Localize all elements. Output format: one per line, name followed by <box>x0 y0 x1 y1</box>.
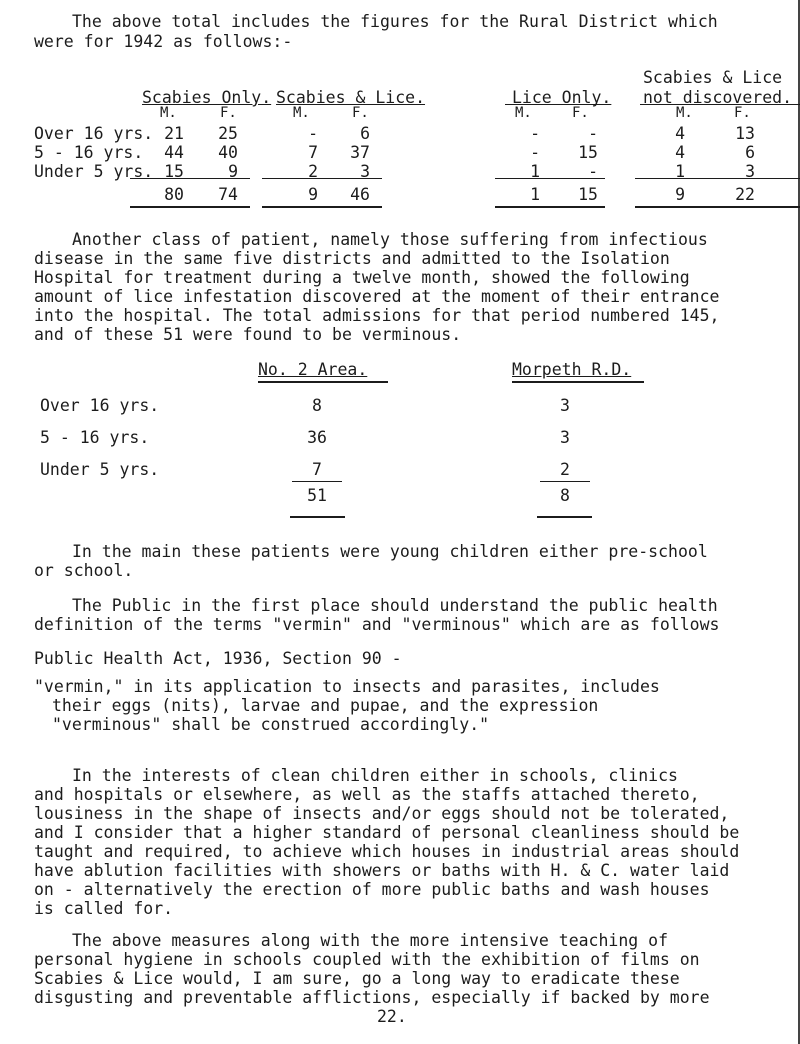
header-not-discovered-2: not discovered. <box>643 88 793 107</box>
text-line: lousiness in the shape of insects and/or eggs should not be tolerated, <box>34 804 730 823</box>
cell: 13 <box>735 124 755 143</box>
cell: 1 <box>675 162 685 181</box>
cell: - <box>530 124 540 143</box>
text-line: In the interests of clean children either in schools, clinics <box>72 766 678 785</box>
total-cell: 80 <box>164 185 184 204</box>
text-line: their eggs (nits), larvae and pupae, and the expression <box>52 696 599 715</box>
cell: 7 <box>308 143 318 162</box>
total-cell: 51 <box>307 486 327 505</box>
text-line: into the hospital. The total admissions for that period numbered 145, <box>34 306 720 325</box>
cell: 3 <box>360 162 370 181</box>
text-line: disgusting and preventable afflictions, especially if backed by more <box>34 988 710 1007</box>
text-line: and I consider that a higher standard of personal cleanliness should be <box>34 823 740 842</box>
total-cell: 9 <box>308 185 318 204</box>
sub-f: F. <box>352 105 369 121</box>
header-scabies-lice: Scabies & Lice. <box>276 88 426 107</box>
row-label: Under 5 yrs. <box>40 460 160 479</box>
cell: - <box>308 124 318 143</box>
text-line: The Public in the first place should understand the public health <box>72 596 718 615</box>
total-cell: 8 <box>560 486 570 505</box>
cell: 25 <box>218 124 238 143</box>
cell: 4 <box>675 143 685 162</box>
text-line: amount of lice infestation discovered at the moment of their entrance <box>34 287 720 306</box>
intro-line-2: were for 1942 as follows:- <box>34 32 293 51</box>
text-line: Hospital for treatment during a twelve month, showed the following <box>34 268 690 287</box>
sub-f: F. <box>572 105 589 121</box>
cell: 15 <box>578 143 598 162</box>
cell: 7 <box>312 460 322 479</box>
row-label: Over 16 yrs. <box>40 396 160 415</box>
cell: - <box>588 124 598 143</box>
text-line: disease in the same five districts and admitted to the Isolation <box>34 249 670 268</box>
cell: 37 <box>350 143 370 162</box>
cell: 1 <box>530 162 540 181</box>
header-lice-only: Lice Only. <box>512 88 612 107</box>
cell: 15 <box>164 162 184 181</box>
text-line: Another class of patient, namely those suffering from infectious <box>72 230 708 249</box>
header-no2-area: No. 2 Area. <box>258 360 368 379</box>
text-line: The above measures along with the more intensive teaching of <box>72 931 669 950</box>
total-cell: 46 <box>350 185 370 204</box>
text-line: definition of the terms "vermin" and "verminous" which are as follows <box>34 615 720 634</box>
cell: 6 <box>360 124 370 143</box>
text-line: personal hygiene in schools coupled with the exhibition of films on <box>34 950 700 969</box>
sub-f: F. <box>734 105 751 121</box>
page-number: 22. <box>377 1007 407 1026</box>
sub-m: M. <box>160 105 177 121</box>
text-line: In the main these patients were young children either pre-school <box>72 542 708 561</box>
text-line: "vermin," in its application to insects and parasites, includes <box>34 677 660 696</box>
header-morpeth-rd: Morpeth R.D. <box>512 360 632 379</box>
text-line: have ablution facilities with showers or baths with H. & C. water laid <box>34 861 730 880</box>
cell: - <box>588 162 598 181</box>
total-cell: 9 <box>675 185 685 204</box>
cell: 6 <box>745 143 755 162</box>
intro-line-1: The above total includes the figures for the Rural District which <box>72 12 718 31</box>
text-line: on - alternatively the erection of more public baths and wash houses <box>34 880 710 899</box>
cell: 3 <box>560 428 570 447</box>
text-line: taught and required, to achieve which houses in industrial areas should <box>34 842 740 861</box>
cell: 36 <box>307 428 327 447</box>
cell: 3 <box>745 162 755 181</box>
cell: - <box>530 143 540 162</box>
cell: 21 <box>164 124 184 143</box>
cell: 40 <box>218 143 238 162</box>
sub-m: M. <box>676 105 693 121</box>
cell: 9 <box>228 162 238 181</box>
total-cell: 22 <box>735 185 755 204</box>
sub-f: F. <box>220 105 237 121</box>
total-cell: 74 <box>218 185 238 204</box>
text-line: Scabies & Lice would, I am sure, go a long way to eradicate these <box>34 969 680 988</box>
text-line: and hospitals or elsewhere, as well as the staffs attached thereto, <box>34 785 700 804</box>
cell: 2 <box>308 162 318 181</box>
cell: 3 <box>560 396 570 415</box>
row-label: 5 - 16 yrs. <box>34 143 144 162</box>
act-reference: Public Health Act, 1936, Section 90 - <box>34 649 402 668</box>
sub-m: M. <box>515 105 532 121</box>
total-cell: 1 <box>530 185 540 204</box>
cell: 8 <box>312 396 322 415</box>
header-scabies-only: Scabies Only. <box>142 88 272 107</box>
text-line: "verminous" shall be construed accordingly." <box>52 715 490 734</box>
row-label: Over 16 yrs. <box>34 124 154 143</box>
total-cell: 15 <box>578 185 598 204</box>
cell: 4 <box>675 124 685 143</box>
sub-m: M. <box>293 105 310 121</box>
cell: 2 <box>560 460 570 479</box>
header-not-discovered-1: Scabies & Lice <box>643 68 783 87</box>
row-label: 5 - 16 yrs. <box>40 428 150 447</box>
cell: 44 <box>164 143 184 162</box>
row-label: Under 5 yrs. <box>34 162 154 181</box>
text-line: or school. <box>34 561 134 580</box>
text-line: is called for. <box>34 899 174 918</box>
text-line: and of these 51 were found to be verminous. <box>34 325 462 344</box>
